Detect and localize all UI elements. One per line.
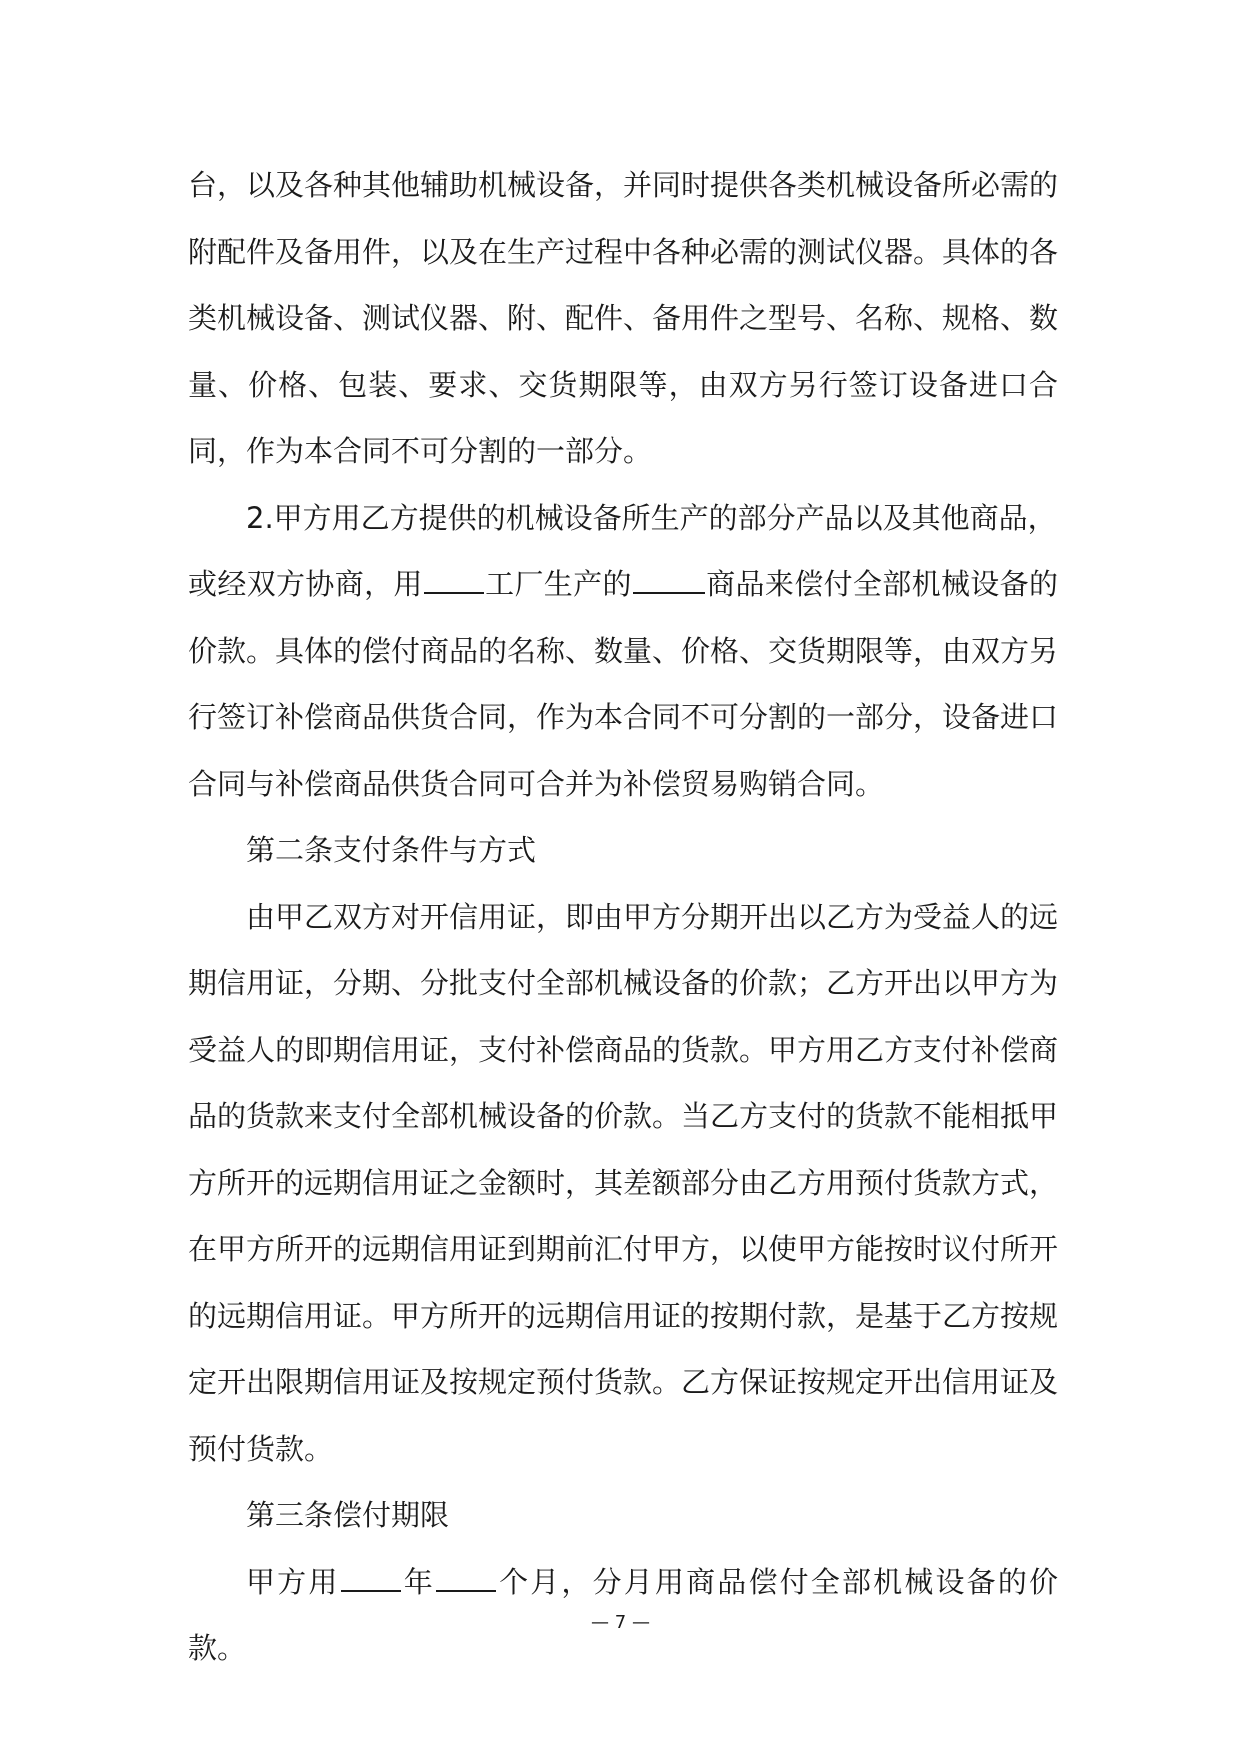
- heading-article-2: 第二条支付条件与方式: [246, 833, 537, 867]
- repayment-text-part3: 个月，分月用商品偿付全部机械设备的价款。: [188, 1564, 1058, 1665]
- repayment-text-part1: 甲方用: [246, 1564, 340, 1599]
- paragraph-clause-2-intro: 2.甲方用乙方提供的机械设备所生产的部分产品以及其他商品，: [246, 500, 1057, 535]
- page-number: — 7 —: [591, 1612, 650, 1633]
- document-body: [188, 152, 1058, 1682]
- clause-2-text-part3: 商品来偿付全部机械设备的价款。具体的偿付商品的名称、数量、价格、交货期限等，由双方另行签订补偿商品供货合同，作为本合同不可分割的一部分，设备进口合同与补偿商品供货合同可合并为补偿贸易购销合同。: [188, 567, 1059, 801]
- paragraph-equipment-supply: 台，以及各种其他辅助机械设备，并同时提供各类机械设备所必需的附配件及备用件，以及在生产过程中各种必需的测试仪器。具体的各类机械设备、测试仪器、附、配件、备用件之型号、名称、规格、数量、价格、包装、要求、交货期限等，由双方另行签订设备进口合同，作为本合同不可分割的一部分。: [188, 168, 1059, 468]
- heading-article-3: 第三条偿付期限: [246, 1498, 450, 1532]
- blank-factory-field[interactable]: [424, 564, 484, 594]
- paragraph-clause-2-detail: [188, 551, 1058, 817]
- clause-2-text-part1: 或经双方协商，用: [188, 567, 423, 601]
- repayment-text-part2: 年: [401, 1564, 435, 1599]
- blank-years-field[interactable]: [341, 1562, 401, 1592]
- blank-product-field[interactable]: [633, 564, 705, 594]
- paragraph-payment-terms: 由甲乙双方对开信用证，即由甲方分期开出以乙方为受益人的远期信用证，分期、分批支付全部机械设备的价款；乙方开出以甲方为受益人的即期信用证，支付补偿商品的货款。甲方用乙方支付补偿商品的货款来支付全部机械设备的价款。当乙方支付的货款不能相抵甲方所开的远期信用证之金额时，其差额部分由乙方用预付货款方式，在甲方所开的远期信用证到期前汇付甲方，以使甲方能按时议付所开的远期信用证。甲方所开的远期信用证的按期付款，是基于乙方按规定开出限期信用证及按规定预付货款。乙方保证按规定开出信用证及预付货款。: [188, 899, 1059, 1466]
- clause-2-text-part2: 工厂生产的: [484, 567, 632, 601]
- blank-months-field[interactable]: [436, 1562, 496, 1592]
